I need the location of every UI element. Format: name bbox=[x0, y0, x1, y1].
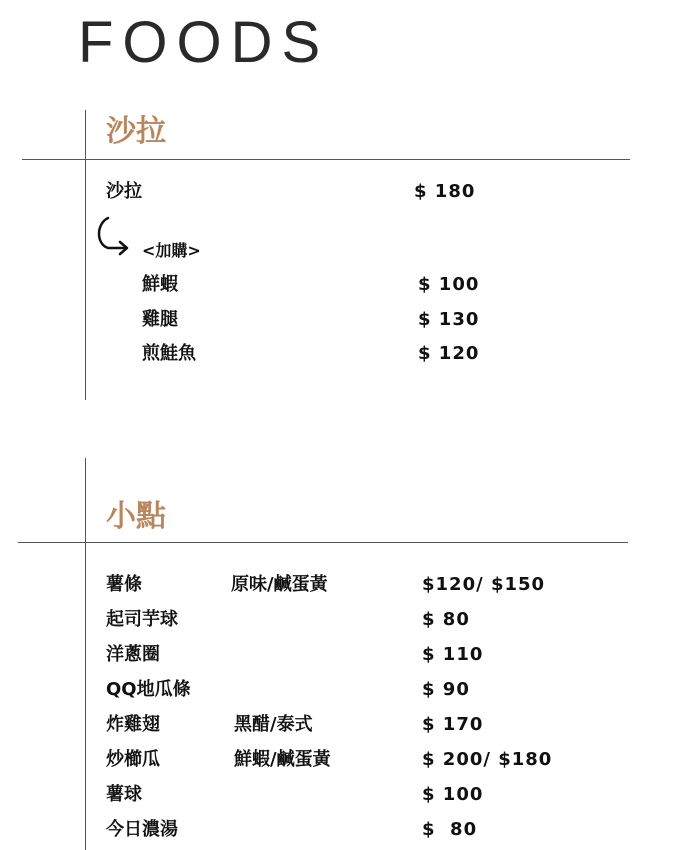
snacks-vertical-rule bbox=[85, 458, 86, 850]
snacks-horizontal-rule bbox=[18, 542, 628, 543]
salad-heading: 沙拉 bbox=[106, 114, 166, 149]
snack-item-variant: 原味/鹹蛋黃 bbox=[231, 574, 328, 595]
snack-item-price: $ 110 bbox=[422, 644, 484, 665]
addon-item-name: 雞腿 bbox=[142, 309, 178, 330]
snack-item-name: QQ地瓜條 bbox=[106, 679, 191, 700]
salad-vertical-rule bbox=[85, 110, 86, 400]
snacks-heading: 小點 bbox=[106, 499, 166, 534]
addon-item-price: $ 130 bbox=[418, 309, 480, 330]
curved-arrow-icon bbox=[94, 214, 134, 258]
snack-item-variant: 鮮蝦/鹹蛋黃 bbox=[234, 749, 331, 770]
snack-item-name: 薯條 bbox=[106, 574, 142, 595]
snack-item-name: 洋蔥圈 bbox=[106, 644, 160, 665]
snack-item-name: 薯球 bbox=[106, 784, 142, 805]
snack-item-price: $ 100 bbox=[422, 784, 484, 805]
salad-item-name: 沙拉 bbox=[106, 181, 142, 202]
snack-item-name: 炸雞翅 bbox=[106, 714, 160, 735]
salad-horizontal-rule bbox=[22, 159, 630, 160]
salad-item-price: $ 180 bbox=[414, 181, 476, 202]
snack-item-name: 今日濃湯 bbox=[106, 819, 178, 840]
addon-item-name: 煎鮭魚 bbox=[142, 343, 196, 364]
snack-item-price: $ 80 bbox=[422, 609, 470, 630]
addon-item-price: $ 120 bbox=[418, 343, 480, 364]
addon-item-name: 鮮蝦 bbox=[142, 274, 178, 295]
snack-item-name: 炒櫛瓜 bbox=[106, 749, 160, 770]
snack-item-variant: 黑醋/泰式 bbox=[234, 714, 313, 735]
addon-item-price: $ 100 bbox=[418, 274, 480, 295]
snack-item-price: $120/ $150 bbox=[422, 574, 546, 595]
snack-item-name: 起司芋球 bbox=[106, 609, 178, 630]
snack-item-price: $ 200/ $180 bbox=[422, 749, 553, 770]
page-title: FOODS bbox=[78, 10, 330, 75]
addon-label: <加購> bbox=[142, 241, 201, 260]
snack-item-price: $ 90 bbox=[422, 679, 470, 700]
snack-item-price: $ 170 bbox=[422, 714, 484, 735]
snack-item-price: $ 80 bbox=[422, 819, 478, 840]
